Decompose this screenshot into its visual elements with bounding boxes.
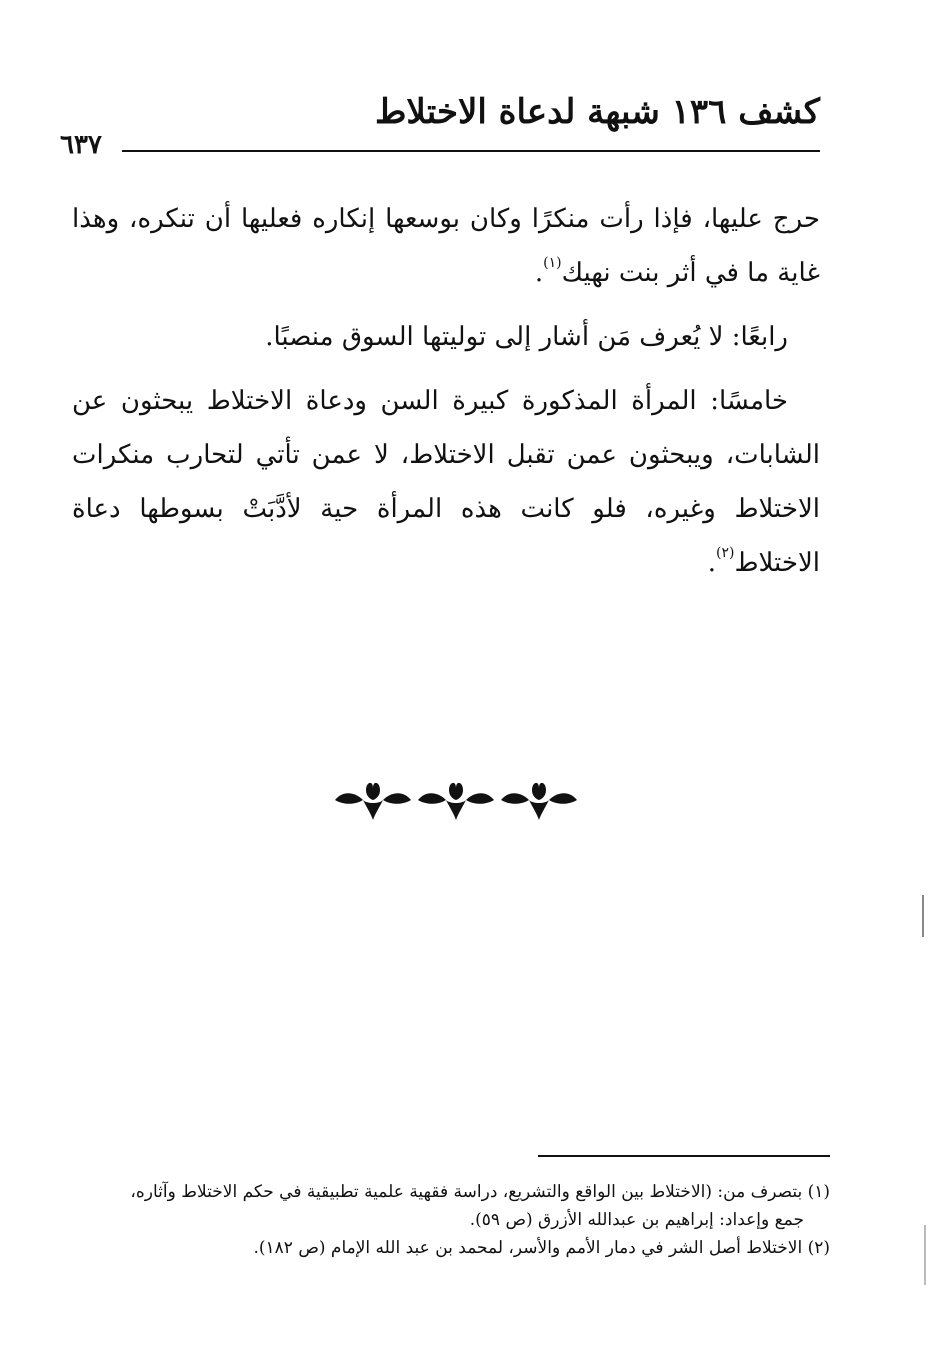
main-text	[72, 192, 820, 590]
running-title: كشف ١٣٦ شبهة لدعاة الاختلاط	[374, 92, 820, 132]
scan-artifact	[924, 1225, 926, 1285]
footnote-ref: (٢)	[716, 545, 735, 561]
paragraph-end: .	[534, 258, 544, 288]
page-number: ٦٣٧	[60, 130, 102, 160]
paragraph-text: حرج عليها، فإذا رأت منكرًا وكان بوسعها إنكاره فعليها أن تنكره، وهذا غاية ما في أثر بنت نهيك	[72, 204, 820, 288]
header-rule	[122, 150, 820, 152]
scan-artifact	[922, 895, 924, 937]
paragraph	[72, 374, 820, 590]
footnotes	[130, 1178, 830, 1262]
paragraph	[72, 310, 820, 364]
footnote-1-continuation: جمع وإعداد: إبراهيم بن عبدالله الأزرق (ص ٥٩).	[469, 1210, 804, 1230]
paragraph-end: .	[707, 548, 716, 578]
footnote-separator	[538, 1155, 830, 1157]
paragraph-text: خامسًا: المرأة المذكورة كبيرة السن ودعاة الاختلاط يبحثون عن الشابات، ويبحثون عمن تقبل الاختلاط، لا عمن تأتي لتحارب منكرات الاختلاط وغيره، فلو كانت هذه المرأة حية لأدَّبَتْ بسوطها دعاة الاختلاط	[72, 386, 820, 578]
paragraph	[72, 192, 820, 300]
paragraph-text: رابعًا: لا يُعرف مَن أشار إلى توليتها السوق منصبًا.	[265, 322, 788, 352]
footnote-ref: (١)	[543, 255, 562, 271]
page-header	[60, 92, 820, 162]
footnote-2: (٢) الاختلاط أصل الشر في دمار الأمم والأسر، لمحمد بن عبد الله الإمام (ص ١٨٢).	[253, 1238, 830, 1258]
floral-divider-icon	[333, 778, 578, 824]
footnote-1: (١) بتصرف من: (الاختلاط بين الواقع والتشريع، دراسة فقهية علمية تطبيقية في حكم الاختلاط وآثاره،	[130, 1182, 830, 1202]
